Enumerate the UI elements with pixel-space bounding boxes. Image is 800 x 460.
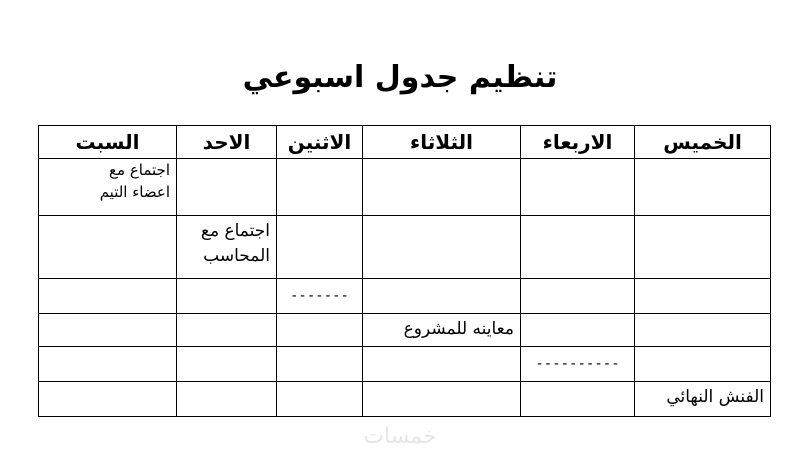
table-cell bbox=[177, 382, 277, 417]
table-cell bbox=[521, 314, 635, 347]
day-header-saturday: السبت bbox=[39, 126, 177, 159]
cell-final-finish: الفنش النهائي bbox=[666, 387, 764, 407]
table-cell bbox=[277, 382, 363, 417]
table-row bbox=[39, 347, 771, 382]
cell-project-inspection: معاينه للمشروع bbox=[403, 319, 514, 339]
table-cell bbox=[39, 314, 177, 347]
table-cell bbox=[277, 159, 363, 216]
table-cell bbox=[363, 314, 521, 347]
cell-dashes: ------- bbox=[289, 288, 349, 304]
table-cell bbox=[177, 279, 277, 314]
table-cell bbox=[39, 347, 177, 382]
table-cell bbox=[177, 216, 277, 279]
table-cell bbox=[177, 347, 277, 382]
table-cell bbox=[521, 216, 635, 279]
table-cell bbox=[363, 279, 521, 314]
table-cell bbox=[635, 382, 771, 417]
table-row bbox=[39, 279, 771, 314]
watermark: خمسات bbox=[363, 424, 437, 449]
day-header-tuesday: الثلاثاء bbox=[363, 126, 521, 159]
weekly-schedule-table bbox=[38, 125, 771, 417]
table-cell bbox=[521, 159, 635, 216]
day-header-monday: الاثنين bbox=[277, 126, 363, 159]
table-cell bbox=[363, 216, 521, 279]
cell-dashes: ---------- bbox=[535, 356, 620, 372]
table-cell bbox=[277, 347, 363, 382]
cell-accountant-meeting: اجتماع مع المحاسب bbox=[200, 221, 270, 266]
table-cell bbox=[635, 159, 771, 216]
page-title: تنظيم جدول اسبوعي bbox=[242, 60, 558, 95]
table-row bbox=[39, 159, 771, 216]
table-cell bbox=[521, 382, 635, 417]
table-cell bbox=[635, 216, 771, 279]
table-cell bbox=[635, 314, 771, 347]
table-cell bbox=[521, 347, 635, 382]
table-cell bbox=[363, 347, 521, 382]
table-cell bbox=[635, 347, 771, 382]
table-row bbox=[39, 382, 771, 417]
day-header-sunday: الاحد bbox=[177, 126, 277, 159]
table-row bbox=[39, 216, 771, 279]
header-row bbox=[39, 126, 771, 159]
table-cell bbox=[635, 279, 771, 314]
table-cell bbox=[363, 159, 521, 216]
table-row bbox=[39, 314, 771, 347]
day-header-thursday: الخميس bbox=[635, 126, 771, 159]
table-cell bbox=[39, 382, 177, 417]
table-cell bbox=[363, 382, 521, 417]
day-header-wednesday: الاربعاء bbox=[521, 126, 635, 159]
table-cell bbox=[177, 314, 277, 347]
cell-team-meeting: اجتماع مع اعضاء التيم bbox=[99, 161, 170, 201]
table-cell bbox=[277, 279, 363, 314]
table-cell bbox=[39, 279, 177, 314]
table-cell bbox=[277, 314, 363, 347]
table-cell bbox=[39, 216, 177, 279]
table-cell bbox=[177, 159, 277, 216]
table-cell bbox=[277, 216, 363, 279]
table-cell bbox=[521, 279, 635, 314]
table-cell bbox=[39, 159, 177, 216]
